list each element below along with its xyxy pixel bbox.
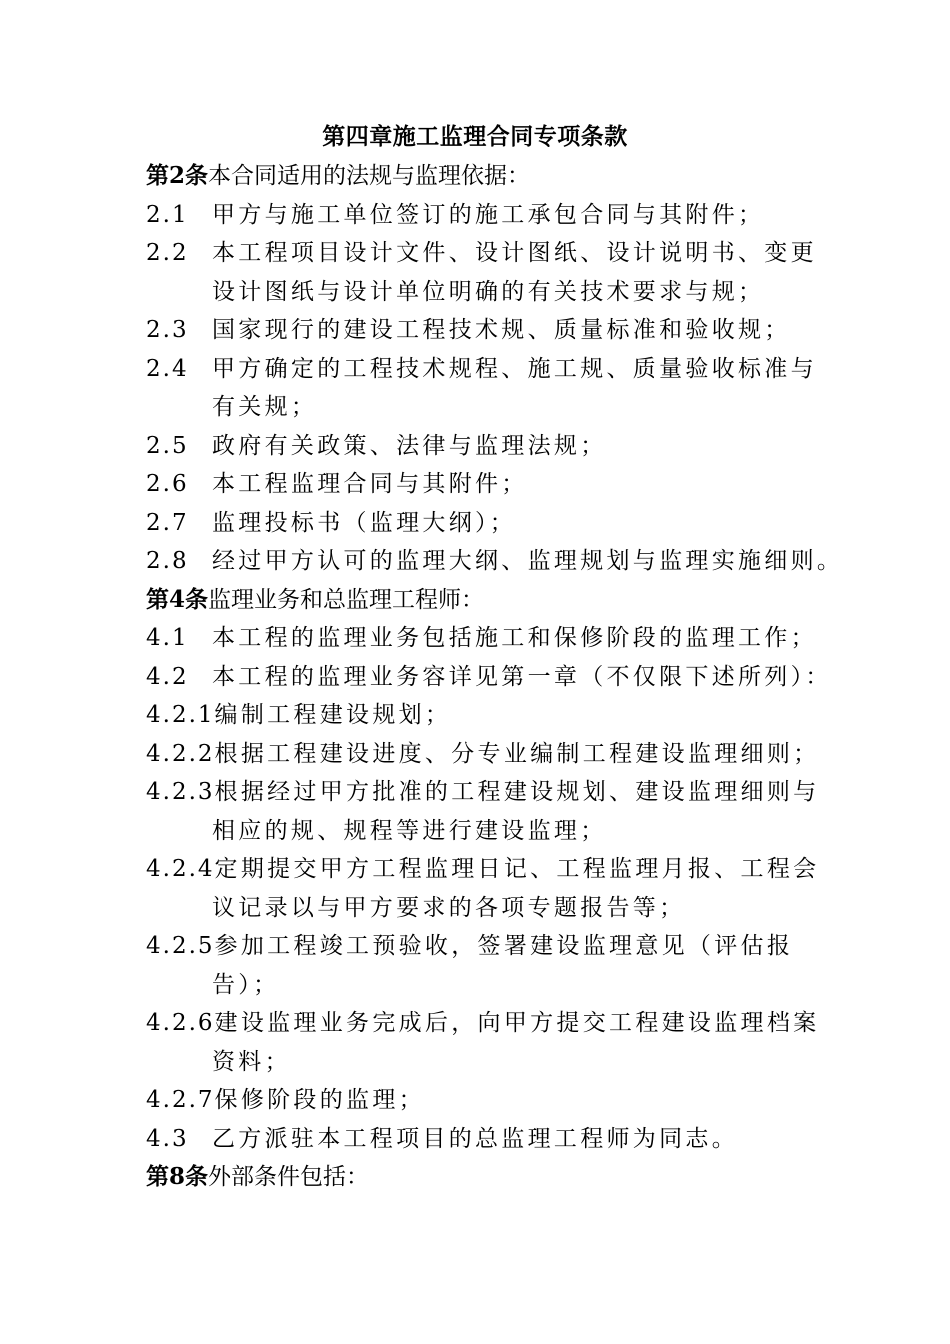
clause-number: 2.3 <box>146 317 189 343</box>
clause-item <box>146 542 844 581</box>
clause-text-continuation: 资料； <box>212 1048 291 1075</box>
clause-text: 国家现行的建设工程技术规、质量标准和验收规； <box>212 317 791 343</box>
clause-text: 本工程监理合同与其附件； <box>212 471 528 497</box>
clause-item <box>146 427 826 466</box>
clause-text: 监理投标书（监理大纲）； <box>212 509 517 536</box>
clause-text: 乙方派驻本工程项目的总监理工程师为同志。 <box>212 1125 738 1152</box>
clause-number: 2.7 <box>146 509 189 536</box>
article-label: 第8条 <box>146 1163 209 1190</box>
article-heading-text: 监理业务和总监理工程师： <box>208 586 485 613</box>
clause-item <box>146 1120 826 1159</box>
clause-item <box>146 196 826 235</box>
clause-text: 政府有关政策、法律与监理法规； <box>212 432 607 459</box>
clause-text: 根据工程建设进度、分专业编制工程建设监理细则； <box>214 740 820 767</box>
clause-number: 4.2.4 <box>146 856 215 882</box>
clause-text: 编制工程建设规划； <box>214 702 452 728</box>
clause-item <box>146 735 826 774</box>
clause-number: 4.2.7 <box>146 1087 215 1113</box>
article-heading <box>146 581 826 620</box>
clause-text: 经过甲方认可的监理大纲、监理规划与监理实施细则。 <box>212 548 844 574</box>
clause-number: 4.2.1 <box>146 702 215 728</box>
clause-number: 2.1 <box>146 201 189 228</box>
article-heading <box>146 157 826 196</box>
clause-number: 2.8 <box>146 548 189 574</box>
clause-number: 2.5 <box>146 432 189 459</box>
clause-number: 2.2 <box>146 240 189 266</box>
clause-text: 定期提交甲方工程监理日记、工程监理月报、工程会 <box>214 856 820 882</box>
clause-text: 本工程的监理业务包括施工和保修阶段的监理工作； <box>212 625 817 651</box>
clause-number: 4.2.3 <box>146 779 215 805</box>
clause-text: 根据经过甲方批准的工程建设规划、建设监理细则与 <box>214 779 820 805</box>
clause-item <box>146 850 826 927</box>
clause-item <box>146 234 826 311</box>
clause-item <box>146 504 826 543</box>
article-heading-text: 外部条件包括： <box>208 1164 370 1190</box>
clause-item <box>146 465 826 504</box>
clause-text: 参加工程竣工预验收，签署建设监理意见（评估报 <box>214 933 794 959</box>
clause-number: 2.4 <box>146 355 189 382</box>
clause-text: 甲方与施工单位签订的施工承包合同与其附件； <box>212 201 765 228</box>
article-heading-text: 本合同适用的法规与监理依据： <box>208 163 531 189</box>
clause-item <box>146 927 826 1004</box>
clause-number: 4.1 <box>146 625 189 651</box>
clause-number: 4.2 <box>146 663 189 690</box>
clause-text-continuation: 告）； <box>212 971 280 998</box>
clause-item <box>146 773 826 850</box>
clause-text-continuation: 有关规； <box>212 394 318 420</box>
clause-item <box>146 311 826 350</box>
clause-number: 4.3 <box>146 1125 189 1152</box>
clause-item <box>146 1081 826 1120</box>
clause-text-continuation: 设计图纸与设计单位明确的有关技术要求与规； <box>212 278 765 305</box>
document-body <box>146 157 844 1197</box>
article-label: 第2条 <box>146 162 209 189</box>
clause-number: 2.6 <box>146 471 189 497</box>
clause-text: 本工程的监理业务容详见第一章（不仅限下述所列）： <box>212 663 832 690</box>
article-label: 第4条 <box>146 585 209 613</box>
document-title: 第四章施工监理合同专项条款 <box>322 123 628 150</box>
clause-text: 甲方确定的工程技术规程、施工规、质量验收标准与 <box>212 355 817 382</box>
article-heading <box>146 1158 826 1197</box>
clause-item <box>146 350 826 427</box>
clause-item <box>146 619 826 658</box>
clause-item <box>146 658 832 697</box>
clause-number: 4.2.2 <box>146 740 215 767</box>
clause-text: 建设监理业务完成后，向甲方提交工程建设监理档案 <box>214 1010 820 1036</box>
clause-text-continuation: 议记录以与甲方要求的各项专题报告等； <box>212 894 686 921</box>
clause-number: 4.2.5 <box>146 933 215 959</box>
clause-item <box>146 1004 826 1081</box>
clause-text: 保修阶段的监理； <box>214 1087 425 1113</box>
clause-text: 本工程项目设计文件、设计图纸、设计说明书、变更 <box>212 240 817 266</box>
clause-number: 4.2.6 <box>146 1010 215 1036</box>
clause-item <box>146 696 826 735</box>
clause-text-continuation: 相应的规、规程等进行建设监理； <box>212 817 607 844</box>
